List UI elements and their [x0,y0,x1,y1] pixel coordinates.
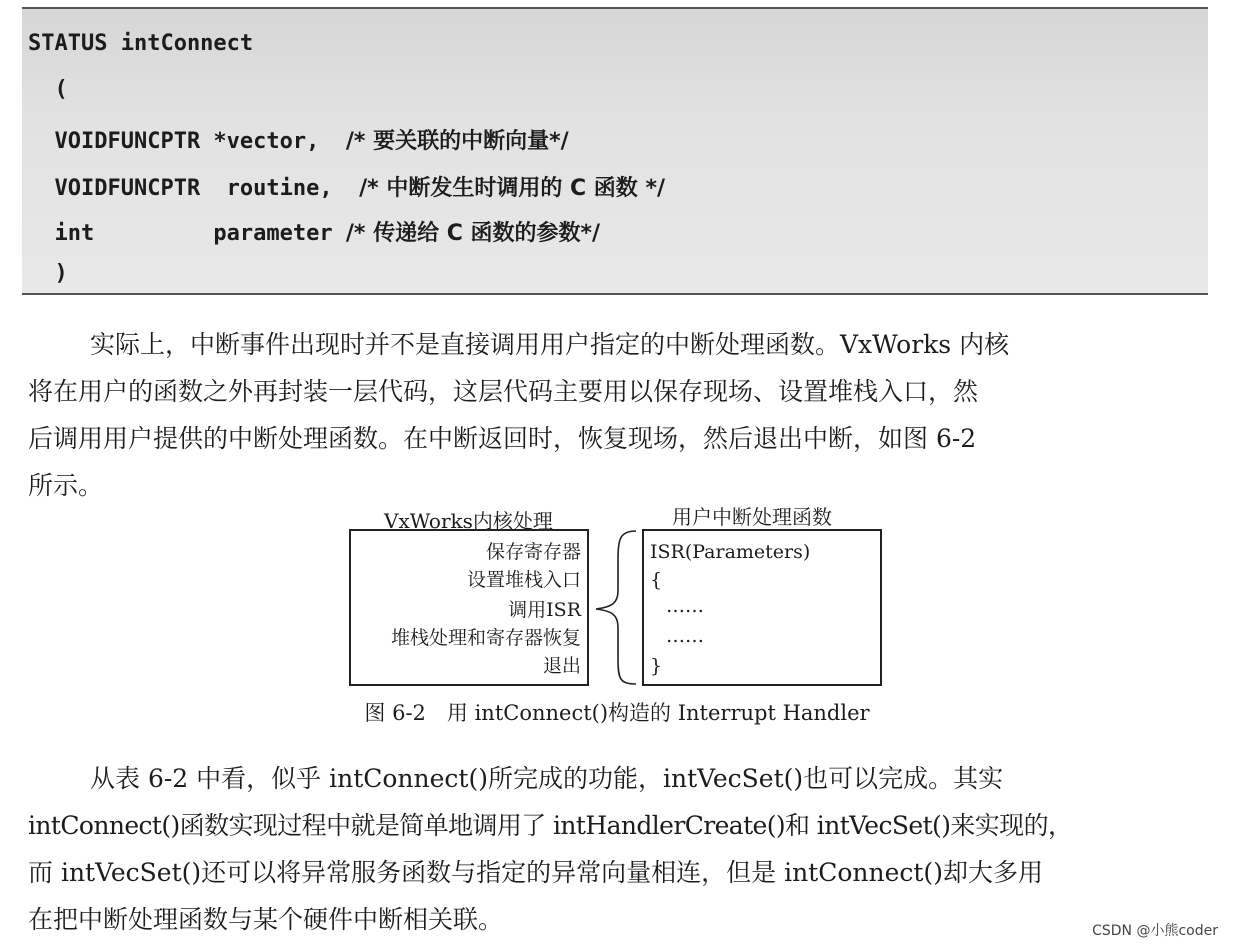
code-line [28,124,569,155]
paragraph-line: 在把中断处理函数与某个硬件中断相关联。 [28,905,504,934]
figure-caption: 图 6-2 用 intConnect()构造的 Interrupt Handler [364,701,870,725]
paragraph-line: 将在用户的函数之外再封装一层代码，这层代码主要用以保存现场、设置堆栈入口，然 [28,377,979,406]
code-comment: /* 传递给 C 函数的参数*/ [345,221,601,246]
code-text: VOIDFUNCPTR *vector, [28,129,346,154]
code-line [28,31,253,56]
kernel-process-box [349,529,589,686]
code-comment: /* 要关联的中断向量*/ [345,129,569,154]
paragraph-1 [28,321,1208,509]
brace-connector [592,529,640,686]
isr-line: …… [666,595,704,617]
user-isr-box [642,529,882,686]
code-line [28,261,68,286]
paragraph-2 [28,755,1208,943]
paragraph-line: 而 intVecSet()还可以将异常服务函数与指定的异常向量相连，但是 intConnect()却大多用 [28,858,1043,887]
code-line [28,77,68,102]
code-line [28,216,600,247]
paragraph-line: 所示。 [28,471,104,500]
code-text: ( [28,77,68,102]
kernel-step: 保存寄存器 [485,541,581,563]
paragraph-line: intConnect()函数实现过程中就是简单地调用了 intHandlerCreate()和 intVecSet()来实现的， [28,811,1073,840]
paragraph-line: 后调用用户提供的中断处理函数。在中断返回时，恢复现场，然后退出中断，如图 6-2 [28,424,977,453]
code-block [22,7,1208,295]
isr-line: } [650,655,663,677]
isr-line: { [650,569,663,591]
figure-right-title: 用户中断处理函数 [672,505,832,529]
kernel-step: 退出 [542,655,581,677]
paragraph-line: 实际上，中断事件出现时并不是直接调用用户指定的中断处理函数。VxWorks 内核 [90,330,1010,359]
isr-line: ISR(Parameters) [650,541,811,563]
code-line [28,171,665,202]
watermark: CSDN @小熊coder [1092,923,1218,939]
kernel-step: 堆栈处理和寄存器恢复 [390,627,581,649]
code-comment: /* 中断发生时调用的 C 函数 */ [359,176,666,201]
code-text: STATUS intConnect [28,31,254,56]
code-text: int parameter [28,221,346,246]
paragraph-line: 从表 6-2 中看，似乎 intConnect()所完成的功能，intVecSet()也可以完成。其实 [90,764,1004,793]
code-text: VOIDFUNCPTR routine, [28,176,360,201]
kernel-step: 设置堆栈入口 [466,569,581,591]
kernel-step: 调用ISR [508,599,581,621]
code-text: ) [28,261,68,286]
isr-line: …… [666,625,704,647]
figure-left-title: VxWorks内核处理 [384,509,553,533]
